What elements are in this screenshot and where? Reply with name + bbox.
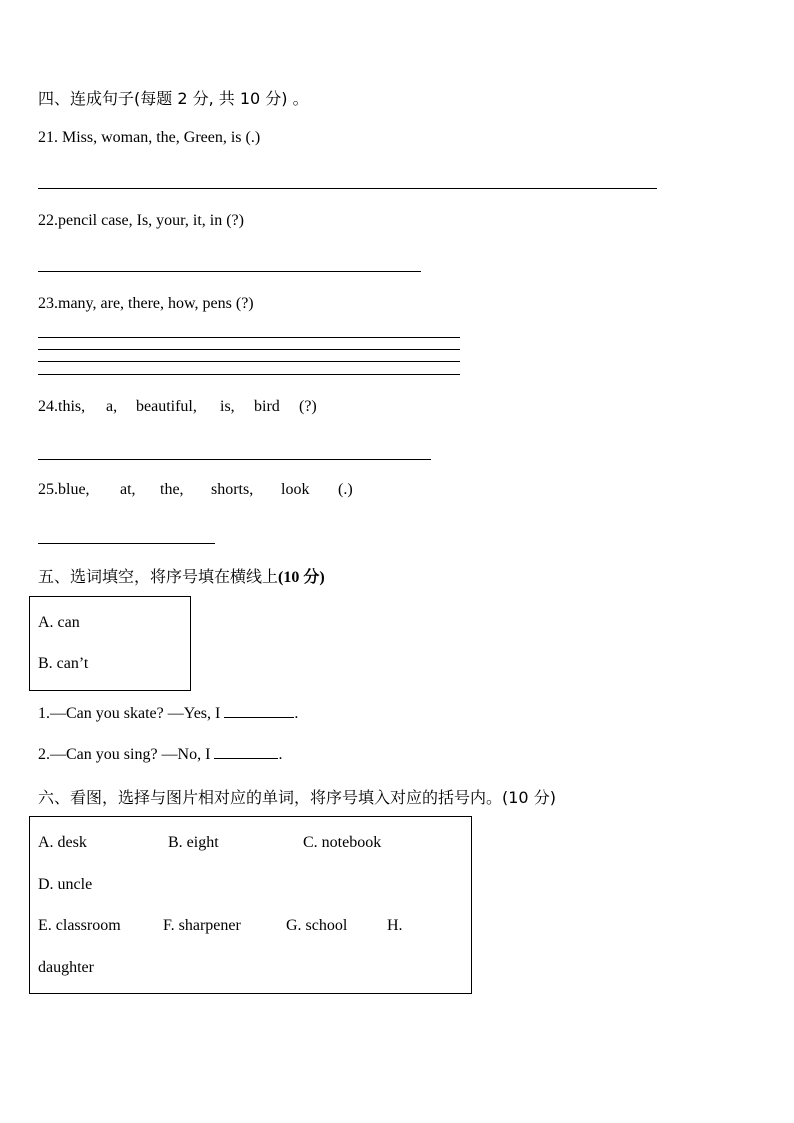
q25-word: look <box>281 481 310 498</box>
picture-option-f: F. sharpener <box>163 917 241 934</box>
q25-word: (.) <box>338 481 353 498</box>
answer-line-21[interactable] <box>38 188 657 189</box>
answer-line-24[interactable] <box>38 459 431 460</box>
question-23: 23.many, are, there, how, pens (?) <box>38 295 254 312</box>
picture-word-box <box>29 816 472 994</box>
fill-question-1-end: . <box>294 705 299 722</box>
answer-line-22[interactable] <box>38 271 421 272</box>
fill-question-2-end: . <box>278 746 283 763</box>
fill-question-2 <box>38 744 282 764</box>
picture-option-b: B. eight <box>168 834 219 851</box>
picture-option-h: H. <box>387 917 403 934</box>
q24-word: is, <box>220 398 235 415</box>
q25-word: at, <box>120 481 136 498</box>
q24-word: (?) <box>299 398 317 415</box>
q25-word: the, <box>160 481 184 498</box>
section-4-title: 四、连成句子(每题 2 分, 共 10 分) 。 <box>38 89 309 108</box>
answer-line-23a[interactable] <box>38 337 460 338</box>
fill-question-1 <box>38 703 298 723</box>
q24-word: bird <box>254 398 280 415</box>
q24-num: 24.this, <box>38 398 86 415</box>
fill-blank-2[interactable] <box>214 744 278 759</box>
answer-line-23b[interactable] <box>38 349 460 350</box>
section-5-title-row <box>38 564 325 587</box>
question-22: 22.pencil case, Is, your, it, in (?) <box>38 212 244 229</box>
picture-option-g: G. school <box>286 917 348 934</box>
word-bank-box <box>29 596 191 691</box>
section-6-title: 六、看图，选择与图片相对应的单词，将序号填入对应的括号内。(10 分) <box>38 788 556 807</box>
q25-word: shorts, <box>211 481 254 498</box>
picture-option-a: A. desk <box>38 834 87 851</box>
answer-line-23c[interactable] <box>38 361 460 362</box>
section-5-title: 五、选词填空，将序号填在横线上 <box>38 567 279 586</box>
picture-option-e: E. classroom <box>38 917 121 934</box>
q24-word: beautiful, <box>136 398 197 415</box>
picture-option-d: D. uncle <box>38 876 93 893</box>
word-option-a: A. can <box>38 614 80 631</box>
q24-word: a, <box>106 398 118 415</box>
fill-question-1-text: 1.—Can you skate? —Yes, I <box>38 705 221 722</box>
fill-question-2-text: 2.—Can you sing? —No, I <box>38 746 211 763</box>
question-21: 21. Miss, woman, the, Green, is (.) <box>38 129 261 146</box>
fill-blank-1[interactable] <box>224 703 294 718</box>
answer-line-25[interactable] <box>38 543 215 544</box>
picture-option-h-word: daughter <box>38 959 94 976</box>
section-5-score: (10 分) <box>278 569 325 586</box>
q25-num: 25.blue, <box>38 481 90 498</box>
word-option-b: B. can’t <box>38 655 89 672</box>
picture-option-c: C. notebook <box>303 834 382 851</box>
answer-line-23d[interactable] <box>38 374 460 375</box>
